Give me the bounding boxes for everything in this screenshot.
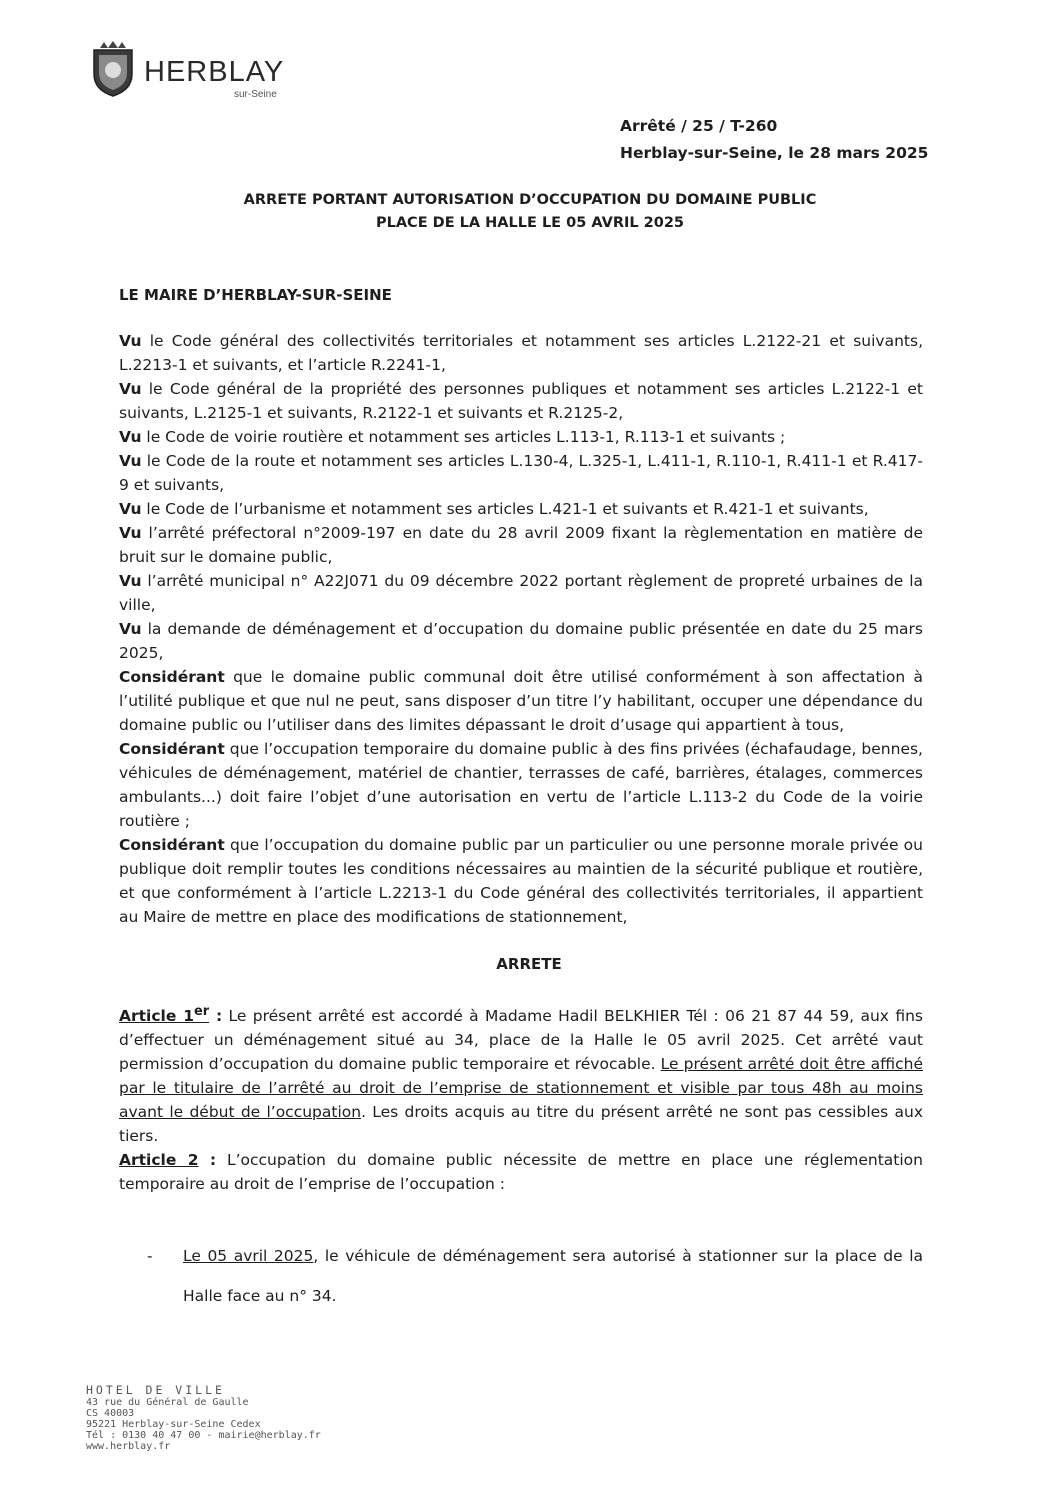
article-1: Article 1er : Le présent arrêté est accordé à Madame Hadil BELKHIER Tél : 06 21 87 44 59, aux fins d’effectuer un déménagement situé au 34, place de la Halle le 05 avril 2025. Cet arrêté vaut permission d’occupation du domaine public temporaire et révocable. Le présent arrêté doit être affiché par le titulaire de l’arrêté au droit de l’emprise de stationnement et visible par tous 48h au moins avant le début de l’occupation. Les droits acquis au titre du présent arrêté ne sont pas cessibles aux tiers.: [119, 1004, 923, 1146]
footer-street: 43 rue du Général de Gaulle: [86, 1397, 249, 1408]
decree-reference: Arrêté / 25 / T-260: [620, 117, 778, 135]
article-2-label: Article 2: [119, 1151, 199, 1170]
parking-rule-item: [147, 1236, 923, 1316]
visa-paragraph: Vu le Code de l’urbanisme et notamment ses articles L.421-1 et suivants et R.421-1 et suivants,: [119, 500, 869, 518]
visa-paragraph: Vu le Code de voirie routière et notamment ses articles L.113-1, R.113-1 et suivants ;: [119, 428, 786, 446]
considerant-paragraph: Considérant que l’occupation temporaire du domaine public à des fins privées (échafaudage, bennes, véhicules de déménagement, matériel de chantier, terrasses de café, barrières, étalages, commerces ambulants...) doit faire l’objet d’une autorisation en vertu de l’article L.113-2 du Code de la voirie routière ;: [119, 740, 923, 830]
visa-paragraph: Vu l’arrêté municipal n° A22J071 du 09 décembre 2022 portant règlement de propreté urbaines de la ville,: [119, 572, 923, 614]
logo-subtitle: sur-Seine: [234, 89, 277, 100]
parking-date: Le 05 avril 2025: [183, 1247, 314, 1265]
reference-block: [620, 113, 928, 167]
maire-heading: LE MAIRE D’HERBLAY-SUR-SEINE: [119, 286, 392, 304]
display-requirement: Le présent arrêté doit être affiché par le titulaire de l’arrêté au droit de l’emprise de stationnement et visible par tous 48h au moins avant le début de l’occupation: [119, 1055, 923, 1122]
title-line-1: ARRETE PORTANT AUTORISATION D’OCCUPATION DU DOMAINE PUBLIC: [243, 192, 817, 208]
considerant-paragraph: Considérant que l’occupation du domaine public par un particulier ou une personne morale privée ou publique doit remplir toutes les conditions nécessaires au maintien de la sécurité publique et routière, et que conformément à l’article L.2213-1 du Code général des collectivités territoriales, il appartient au Maire de mettre en place des modifications de stationnement,: [119, 836, 923, 926]
visas-section: [119, 329, 923, 929]
article-1-label: Article 1er: [119, 1004, 210, 1026]
document-title: [110, 189, 950, 235]
city-logo: [88, 38, 328, 108]
arrete-heading: ARRETE: [496, 955, 562, 973]
visa-paragraph: Vu l’arrêté préfectoral n°2009-197 en date du 28 avril 2009 fixant la règlementation en matière de bruit sur le domaine public,: [119, 524, 923, 566]
footer-website: www.herblay.fr: [86, 1441, 171, 1452]
footer-cs: CS 40003: [86, 1408, 135, 1419]
coat-of-arms-icon: [88, 40, 138, 98]
visa-paragraph: Vu le Code de la route et notamment ses articles L.130-4, L.325-1, L.411-1, R.110-1, R.411-1 et R.417-9 et suivants,: [119, 452, 923, 494]
visa-paragraph: Vu la demande de déménagement et d’occupation du domaine public présentée en date du 25 mars 2025,: [119, 620, 923, 662]
parking-rule-text: Le 05 avril 2025, le véhicule de déménagement sera autorisé à stationner sur la place de la Halle face au n° 34.: [183, 1247, 923, 1305]
considerant-paragraph: Considérant que le domaine public communal doit être utilisé conformément à son affectation à l’utilité publique et que nul ne peut, sans disposer d’un titre l’y habilitant, occuper une dépendance du domaine public ou l’utiliser dans des limites dépassant le droit d’usage qui appartient à tous,: [119, 668, 923, 734]
visa-paragraph: Vu le Code général de la propriété des personnes publiques et notamment ses articles L.2122-1 et suivants, L.2125-1 et suivants, R.2122-1 et suivants et R.2125-2,: [119, 380, 923, 422]
logo-name: HERBLAY: [144, 56, 285, 88]
visa-paragraph: Vu le Code général des collectivités territoriales et notamment ses articles L.2122-21 et suivants, L.2213-1 et suivants, et l’article R.2241-1,: [119, 332, 923, 374]
footer-address: [86, 1384, 321, 1452]
footer-heading: HOTEL DE VILLE: [86, 1383, 225, 1397]
footer-city: 95221 Herblay-sur-Seine Cedex: [86, 1419, 261, 1430]
footer-contact: Tél : 0130 40 47 00 - mairie@herblay.fr: [86, 1430, 321, 1441]
article-2: Article 2 : L’occupation du domaine public nécessite de mettre en place une réglementation temporaire au droit de l’emprise de l’occupation :: [119, 1151, 923, 1194]
bullet-dash: -: [147, 1247, 153, 1265]
articles-section: [119, 1000, 923, 1196]
title-line-2: PLACE DE LA HALLE LE 05 AVRIL 2025: [375, 215, 685, 231]
place-and-date: Herblay-sur-Seine, le 28 mars 2025: [620, 144, 929, 162]
